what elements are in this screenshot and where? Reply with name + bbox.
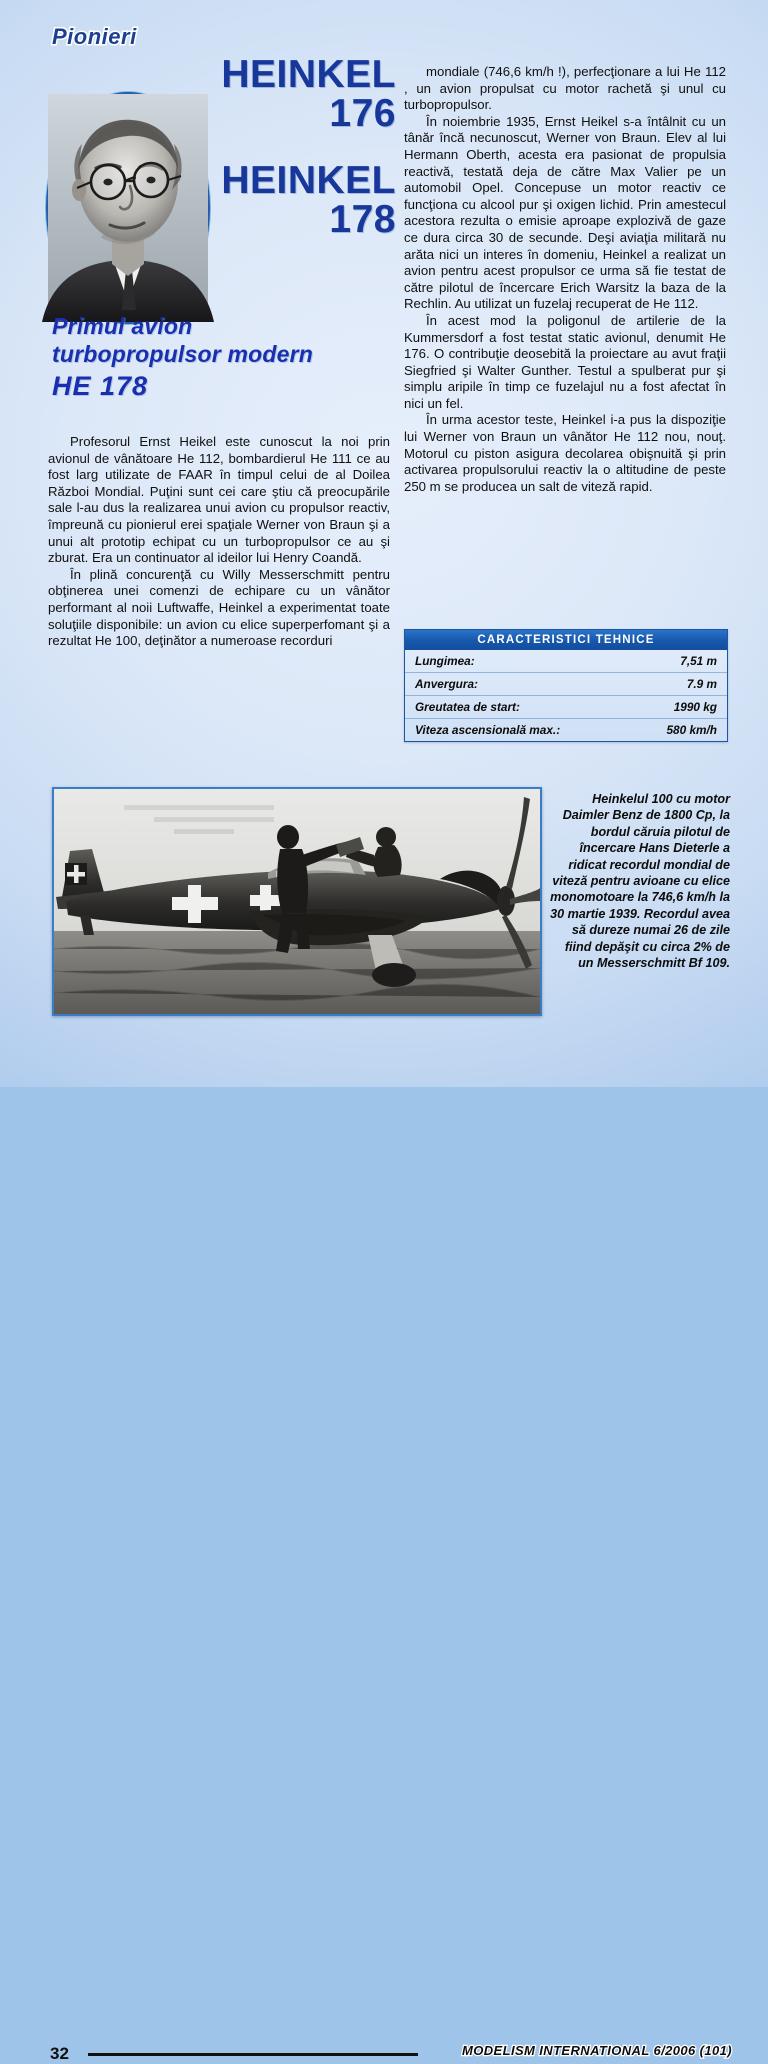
table-row <box>405 673 727 696</box>
table-row <box>405 696 727 719</box>
page-number: 32 <box>50 2044 69 2063</box>
headline-line-1: HEINKEL <box>221 53 396 96</box>
paragraph: În noiembrie 1935, Ernst Heikel s-a întâlnit cu un tânăr încă necunoscut, Werner von Braun. Elev al lui Hermann Oberth, acesta era pasionat de propulsia reactivă, testată deja de către Max Valier pe un automobil Opel. Concepuse un motor reactiv ce funcţiona cu alcool pur şi oxigen lichid. Prin amestecul acestora rezulta o emisie aproape explozivă de gaze ce dura circa 30 de secunde. Deşi aviaţia militară nu arăta nici un interes în domeniu, Heinkel a realizat un avion pentru acest propulsor ce urma să fie testat de către pilotul de încercare Erich Warsitz la baza de la Rechlin. Au utilizat un fuzelaj recuperat de He 112. <box>404 113 726 312</box>
paragraph: În plină concurenţă cu Willy Messerschmitt pentru obţinerea unei comenzi de echipare cu un vânător performant al noii Luftwaffe, Heinkel a experimentat toate soluţiile disponibile: un avion cu elice superperfomant şi a rezultat He 100, deţinător a numeroase recorduri <box>48 566 390 649</box>
spec-value: 7,51 m <box>680 654 717 668</box>
spec-label: Viteza ascensională max.: <box>405 719 631 742</box>
page-title <box>196 53 396 241</box>
aircraft-photo-he100 <box>52 787 542 1016</box>
headline-spacer <box>196 133 396 162</box>
paragraph: mondiale (746,6 km/h !), perfecţionare a lui He 112 , un avion propulsat cu motor rachetă şi unul cu turbopropulsor. <box>404 64 726 113</box>
footer-rule <box>88 2053 418 2056</box>
magazine-issue-line: MODELISM INTERNATIONAL 6/2006 (101) <box>462 2043 732 2058</box>
spec-label: Lungimea: <box>415 654 475 668</box>
table-row <box>405 650 727 673</box>
spec-value: 580 km/h <box>631 719 727 742</box>
portrait-photo-ernst-heinkel <box>46 92 210 324</box>
paragraph: În acest mod la poligonul de artilerie de la Kummersdorf a fost testat static avionul, denumit He 176. O contribuţie deosebită la proiectare au avut fraţii Siegfried şi Walter Gunther. Testul a spulberat pur şi simplu aripile în timp ce fuzelajul nu a fost afectat în nici un fel. <box>404 312 726 411</box>
portrait-illustration <box>48 94 208 322</box>
specifications-table <box>404 629 728 742</box>
spec-value: 7.9 m <box>631 673 727 696</box>
table-row <box>405 719 727 742</box>
paragraph: Profesorul Ernst Heikel este cunoscut la noi prin avionul de vânătoare He 112, bombardierul He 111 ce au fost larg utilizate de FAAR în timpul celui de al Doilea Război Mondial. Puţini sunt cei care ştiu că preocupările sale l-au dus la realizarea unui avion cu propulsor reactiv, împreună cu pionierul erei spaţiale Werner von Braun şi a unui alt prototip echipat cu un turbopropulsor ce au şi zburat. Era un continuator al ideilor lui Henry Coandă. <box>48 434 390 566</box>
spec-label: Anvergura: <box>405 673 631 696</box>
headline-line-2: 176 <box>329 91 396 135</box>
subtitle-line-2: turbopropulsor modern <box>52 341 314 368</box>
page-footer <box>0 1022 768 2063</box>
spec-value: 1990 kg <box>631 696 727 719</box>
paragraph: În urma acestor teste, Heinkel i-a pus la dispoziţie lui Werner von Braun un vânător He 112 nou, nouţ. Motorul cu piston asigura decolarea obişnuită şi prin activarea propulsorului reactiv la o altitudine de peste 250 m se producea un salt de viteză rapid. <box>404 412 726 494</box>
body-column-right <box>404 64 726 495</box>
headline-line-3: HEINKEL <box>221 159 396 203</box>
spec-label: Greutatea de start: <box>405 696 631 719</box>
article-subtitle <box>52 312 397 403</box>
specifications-rows <box>405 650 727 741</box>
subtitle-line-3: HE 178 <box>52 371 149 402</box>
photo-caption: Heinkelul 100 cu motor Daimler Benz de 1800 Cp, la bordul căruia pilotul de încercare Hans Dieterle a ridicat recordul mondial de viteză pentru avioane cu elice monomotoare la 746,6 km/h la 30 martie 1939. Recordul avea să dureze numai 26 de zile fiind depăşit cu circa 2% de un Messerschmitt Bf 109. <box>550 792 730 971</box>
headline-line-4: 178 <box>329 197 396 241</box>
body-column-left <box>48 434 390 650</box>
aircraft-illustration <box>54 789 540 1014</box>
subtitle-line-1: Primul avion <box>52 313 193 339</box>
section-kicker: Pionieri <box>52 24 137 49</box>
specifications-table-title: CARACTERISTICI TEHNICE <box>405 630 727 650</box>
